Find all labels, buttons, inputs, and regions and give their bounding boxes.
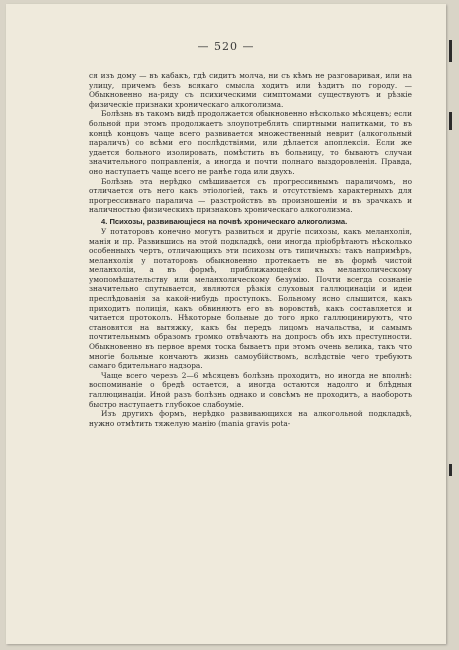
book-page: [6, 4, 446, 644]
paragraph: Болѣзнь въ такомъ видѣ продолжается обыкновенно нѣсколько мѣсяцевъ; если больной при этомъ продолжаетъ злоупотреблять спиртными напитками, то въ концѣ концовъ чаще всего развивается множественный неврит (алкогольный параличъ) со всѣми его послѣдствіями, или дѣлается апоплексія. Если же удается больного изолировать, помѣстить въ больницу, то бываютъ случаи значительного поправленія, а иногда и почти полнаго выздоровленія. Правда, оно наступаетъ чаще всего не ранѣе года или двухъ.: [89, 109, 412, 176]
body-text: [89, 71, 412, 428]
paragraph: Болѣзнь эта нерѣдко смѣшивается съ прогрессивнымъ параличомъ, но отличается отъ него какъ этіологіей, такъ и отсутствіемъ характерныхъ для прогрессивнаго паралича — разстройствъ въ произношеніи и въ зрачкахъ и наличностью физическихъ признаковъ хроническаго алкоголизма.: [89, 176, 412, 215]
paragraph: Изъ другихъ формъ, нерѣдко развивающихся на алкогольной подкладкѣ, нужно отмѣтить тяжелую манію (mania gravis pota-: [89, 409, 412, 428]
section-heading: 4. Психозы, развивающіеся на почвѣ хроническаго алкоголизма.: [101, 216, 348, 226]
page-edge-mark: [449, 464, 452, 476]
paragraph: ся изъ дому — въ кабакъ, гдѣ сидитъ молча, ни съ кѣмъ не разговаривая, или на улицу, причемъ безъ всякаго смысла ходитъ или ѣздитъ по городу. — Обыкновенно на-ряду съ психическими симптомами существуютъ и рѣзкіе физическіе признаки хроническаго алкоголизма.: [89, 71, 412, 109]
page-edge-mark: [449, 112, 452, 130]
page-edge-mark: [449, 40, 452, 62]
page-number: — 520 —: [197, 40, 255, 53]
paragraph: Чаще всего черезъ 2—6 мѣсяцевъ болѣзнь проходитъ, но иногда не вполнѣ: воспоминаніе о бредѣ остается, а иногда остаются надолго и блѣдныя галлюцинаціи. Иной разъ болѣзнь однако и совсѣмъ не проходитъ, а наоборотъ быстро наступаетъ глубокое слабоуміе.: [89, 370, 412, 409]
paragraph: У потаторовъ конечно могутъ развиться и другіе психозы, какъ меланхолія, манія и пр. Развившись на этой подкладкѣ, они иногда пріобрѣтаютъ нѣсколько особенныхъ чертъ, отличающихъ эти психозы отъ типичныхъ: такъ напримѣръ, меланхолія у потаторовъ обыкновенно протекаетъ не въ формѣ чистой меланхоліи, а въ формѣ, приближающейся къ меланхолическому умопомѣшательству или меланхолическому безумію. Почти всегда сознаніе значительно спутывается, являются рѣзкія слуховыя галлюцинаціи и идеи преслѣдованія за какой-нибудь проступокъ. Больному ясно слышится, какъ приходитъ полиція, какъ обвиняютъ его въ воровствѣ, какъ составляется и читается протоколъ. Нѣкоторые больные до того ярко галлюцинируютъ, что становятся на вытяжку, какъ бы передъ лицомъ начальства, и самымъ почтительнымъ образомъ громко отвѣчаютъ на допросъ объ ихъ преступности. Обыкновенно въ первое время тоска бываетъ при этомъ очень велика, такъ что многіе больные кончаютъ жизнь самоубійствомъ, вслѣдствіе чего требуютъ самаго бдительнаго надзора.: [89, 226, 412, 371]
